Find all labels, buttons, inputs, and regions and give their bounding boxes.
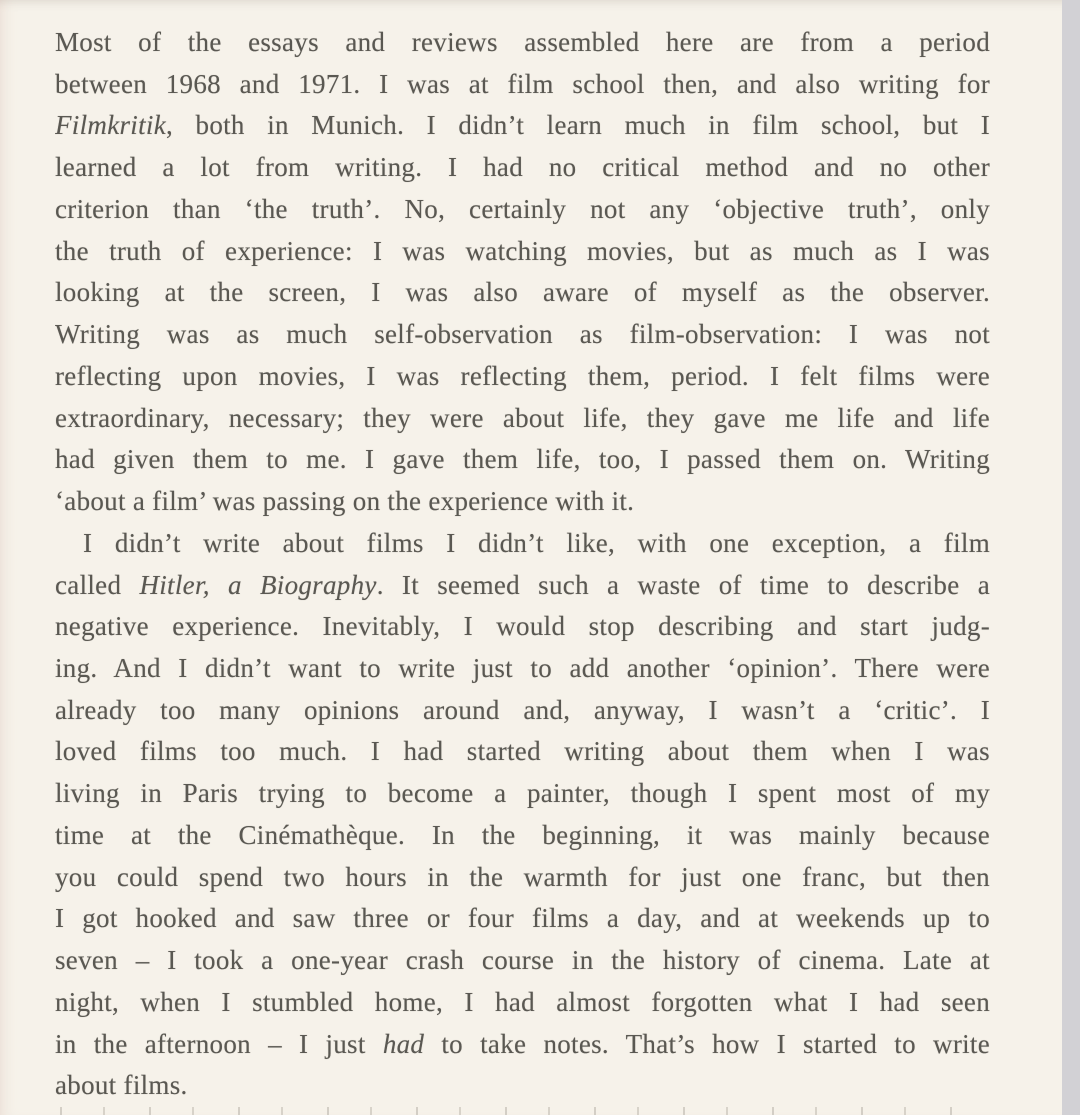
- text-segment: called: [55, 569, 140, 600]
- text-segment: seven – I took a one-year crash course in the history of cinema. Late at: [55, 945, 990, 976]
- text-segment: . It seemed such a waste of time to describe a: [376, 569, 990, 600]
- text-line: [55, 22, 990, 64]
- text-segment: criterion than ‘the truth’. No, certainly not any ‘objective truth’, only: [55, 193, 990, 224]
- text-segment: living in Paris trying to become a painter, though I spent most of my: [55, 778, 990, 809]
- text-line: [55, 105, 990, 147]
- text-line: [55, 314, 990, 356]
- text-segment: in the afternoon – I just: [55, 1028, 383, 1059]
- text-segment: already too many opinions around and, anyway, I wasn’t a ‘critic’. I: [55, 694, 990, 725]
- text-segment: time at the Cinémathèque. In the beginning, it was mainly because: [55, 819, 990, 850]
- text-line: [55, 64, 990, 106]
- text-line: [55, 898, 990, 940]
- text-segment: between 1968 and 1971. I was at film school then, and also writing for: [55, 68, 990, 99]
- text-line: [55, 1065, 990, 1107]
- text-segment: , both in Munich. I didn’t learn much in film school, but I: [165, 110, 990, 141]
- text-line: [55, 690, 990, 732]
- text-line: [55, 147, 990, 189]
- text-segment: looking at the screen, I was also aware of myself as the observer.: [55, 277, 990, 308]
- italic-text-segment: Filmkritik: [55, 110, 166, 141]
- text-segment: the truth of experience: I was watching movies, but as much as I was: [55, 235, 990, 266]
- text-line: [55, 272, 990, 314]
- text-line: [55, 606, 990, 648]
- text-line: [55, 356, 990, 398]
- text-segment: Most of the essays and reviews assembled here are from a period: [55, 27, 990, 57]
- text-line: [55, 815, 990, 857]
- text-segment: I got hooked and saw three or four films a day, and at weekends up to: [55, 903, 990, 934]
- text-line: [55, 773, 990, 815]
- text-segment: negative experience. Inevitably, I would stop describing and start judg-: [55, 611, 990, 642]
- text-line: [55, 189, 990, 231]
- text-segment: loved films too much. I had started writing about them when I was: [55, 736, 990, 767]
- text-line: [55, 857, 990, 899]
- text-segment: had given them to me. I gave them life, too, I passed them on. Writing: [55, 444, 990, 475]
- text-segment: about films.: [55, 1070, 188, 1101]
- text-segment: ing. And I didn’t want to write just to add another ‘opinion’. There were: [55, 653, 990, 684]
- text-segment: night, when I stumbled home, I had almost forgotten what I had seen: [55, 986, 990, 1017]
- text-segment: to take notes. That’s how I started to write: [424, 1028, 990, 1059]
- text-segment: I didn’t write about films I didn’t like, with one exception, a film: [83, 527, 990, 558]
- text-segment: you could spend two hours in the warmth for just one franc, but then: [55, 861, 990, 892]
- italic-text-segment: had: [382, 1028, 425, 1059]
- text-line: [55, 648, 990, 690]
- italic-text-segment: Hitler, a Biography: [139, 569, 377, 600]
- text-line: [55, 398, 990, 440]
- text-line: [55, 481, 990, 523]
- text-segment: extraordinary, necessary; they were about life, they gave me life and life: [55, 402, 990, 433]
- text-line: [55, 731, 990, 773]
- text-line: [55, 940, 990, 982]
- text-segment: reflecting upon movies, I was reflecting them, period. I felt films were: [55, 360, 990, 391]
- text-segment: ‘about a film’ was passing on the experience with it.: [55, 486, 635, 517]
- text-segment: learned a lot from writing. I had no critical method and no other: [55, 152, 990, 183]
- text-line: [55, 231, 990, 273]
- text-block: [55, 22, 990, 1107]
- text-line: [55, 439, 990, 481]
- cut-off-next-line: [60, 1107, 985, 1115]
- paragraph-2: [55, 523, 990, 1107]
- text-line: [55, 1024, 990, 1066]
- text-line: [55, 565, 990, 607]
- paragraph-1: [55, 22, 990, 523]
- text-line: [55, 982, 990, 1024]
- text-segment: Writing was as much self-observation as film-observation: I was not: [55, 319, 990, 350]
- text-line: [55, 523, 990, 565]
- scanner-edge-strip: [1062, 0, 1080, 1115]
